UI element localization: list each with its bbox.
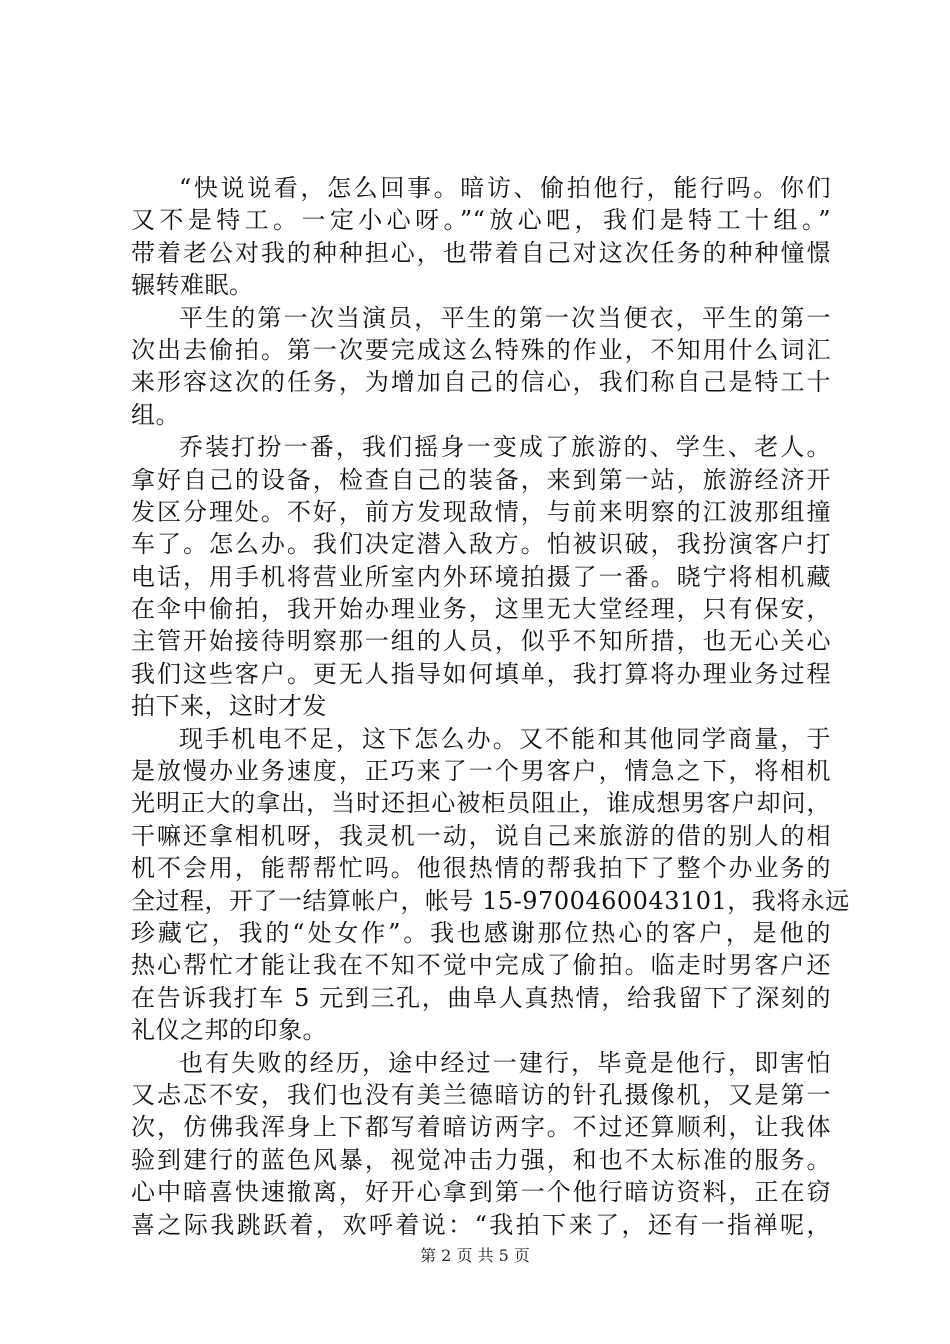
paragraph-line: 来形容这次的任务，为增加自己的信心，我们称自己是特工十: [131, 368, 831, 397]
paragraph-line: 带着老公对我的种种担心，也带着自己对这次任务的种种憧憬: [131, 238, 831, 267]
paragraph-line: 礼仪之邦的印象。: [131, 1016, 327, 1045]
paragraph-line: 在伞中偷拍，我开始办理业务，这里无大堂经理，只有保安，: [131, 595, 831, 624]
paragraph-line: 又忐忑不安，我们也没有美兰德暗访的针孔摄像机，又是第一: [131, 1080, 831, 1109]
paragraph-2: [131, 302, 831, 432]
paragraph-line: 乔装打扮一番，我们摇身一变成了旅游的、学生、老人。: [179, 433, 831, 462]
paragraph-line: 主管开始接待明察那一组的人员，似乎不知所措，也无心关心: [131, 627, 831, 656]
paragraph-line: 热心帮忙才能让我在不知不觉中完成了偷拍。临走时男客户还: [131, 951, 831, 980]
paragraph-line: 心中暗喜快速撤离，好开心拿到第一个他行暗访资料，正在窃: [131, 1178, 831, 1207]
paragraph-line: 辗转难眠。: [131, 271, 254, 300]
paragraph-line: 也有失败的经历，途中经过一建行，毕竟是他行，即害怕: [179, 1048, 831, 1077]
paragraph-line: 组。: [131, 400, 180, 429]
paragraph-line: 在告诉我打车 5 元到三孔，曲阜人真热情，给我留下了深刻的: [131, 983, 831, 1012]
paragraph-line: 平生的第一次当演员，平生的第一次当便衣，平生的第一: [179, 303, 831, 332]
paragraph-line: 我们这些客户。更无人指导如何填单，我打算将办理业务过程: [131, 659, 831, 688]
paragraph-line: 现手机电不足，这下怎么办。又不能和其他同学商量，于: [179, 724, 831, 753]
paragraph-line: 发区分理处。不好，前方发现敌情，与前来明察的江波那组撞: [131, 497, 831, 526]
paragraph-line: 又不是特工。一定小心呀。”“放心吧，我们是特工十组。”: [131, 206, 831, 235]
paragraph-line: 车了。怎么办。我们决定潜入敌方。怕被识破，我扮演客户打: [131, 530, 831, 559]
paragraph-line: 次，仿佛我浑身上下都写着暗访两字。不过还算顺利，让我体: [131, 1113, 831, 1142]
paragraph-line: 全过程，开了一结算帐户，帐号 15-9700460043101，我将永远: [131, 886, 850, 915]
paragraph-line: 干嘛还拿相机呀，我灵机一动，说自己来旅游的借的别人的相: [131, 821, 831, 850]
paragraph-line: 电话，用手机将营业所室内外环境拍摄了一番。晓宁将相机藏: [131, 562, 831, 591]
paragraph-1: [131, 172, 831, 302]
paragraph-line: “快说说看，怎么回事。暗访、偷拍他行，能行吗。你们: [179, 174, 831, 202]
paragraph-4: [131, 723, 850, 1047]
paragraph-line: 机不会用，能帮帮忙吗。他很热情的帮我拍下了整个办业务的: [131, 854, 831, 883]
paragraph-5: [131, 1047, 831, 1241]
paragraph-line: 珍藏它，我的“处女作”。我也感谢那位热心的客户，是他的: [131, 918, 831, 947]
paragraph-line: 喜之际我跳跃着，欢呼着说：“我拍下来了，还有一指禅呢，: [131, 1210, 831, 1239]
paragraph-line: 拍下来，这时才发: [131, 692, 327, 721]
paragraph-line: 次出去偷拍。第一次要完成这么特殊的作业，不知用什么词汇: [131, 335, 831, 364]
paragraph-line: 光明正大的拿出，当时还担心被柜员阻止，谁成想男客户却问，: [131, 789, 831, 818]
paragraph-line: 是放慢办业务速度，正巧来了一个男客户，情急之下，将相机: [131, 757, 831, 786]
page-number-footer: 第 2 页 共 5 页: [420, 1246, 530, 1265]
paragraph-3: [131, 431, 831, 723]
document-body: [131, 172, 850, 1241]
paragraph-line: 验到建行的蓝色风暴，视觉冲击力强，和也不太标准的服务。: [131, 1145, 831, 1174]
paragraph-line: 拿好自己的设备，检查自己的装备，来到第一站，旅游经济开: [131, 465, 831, 494]
